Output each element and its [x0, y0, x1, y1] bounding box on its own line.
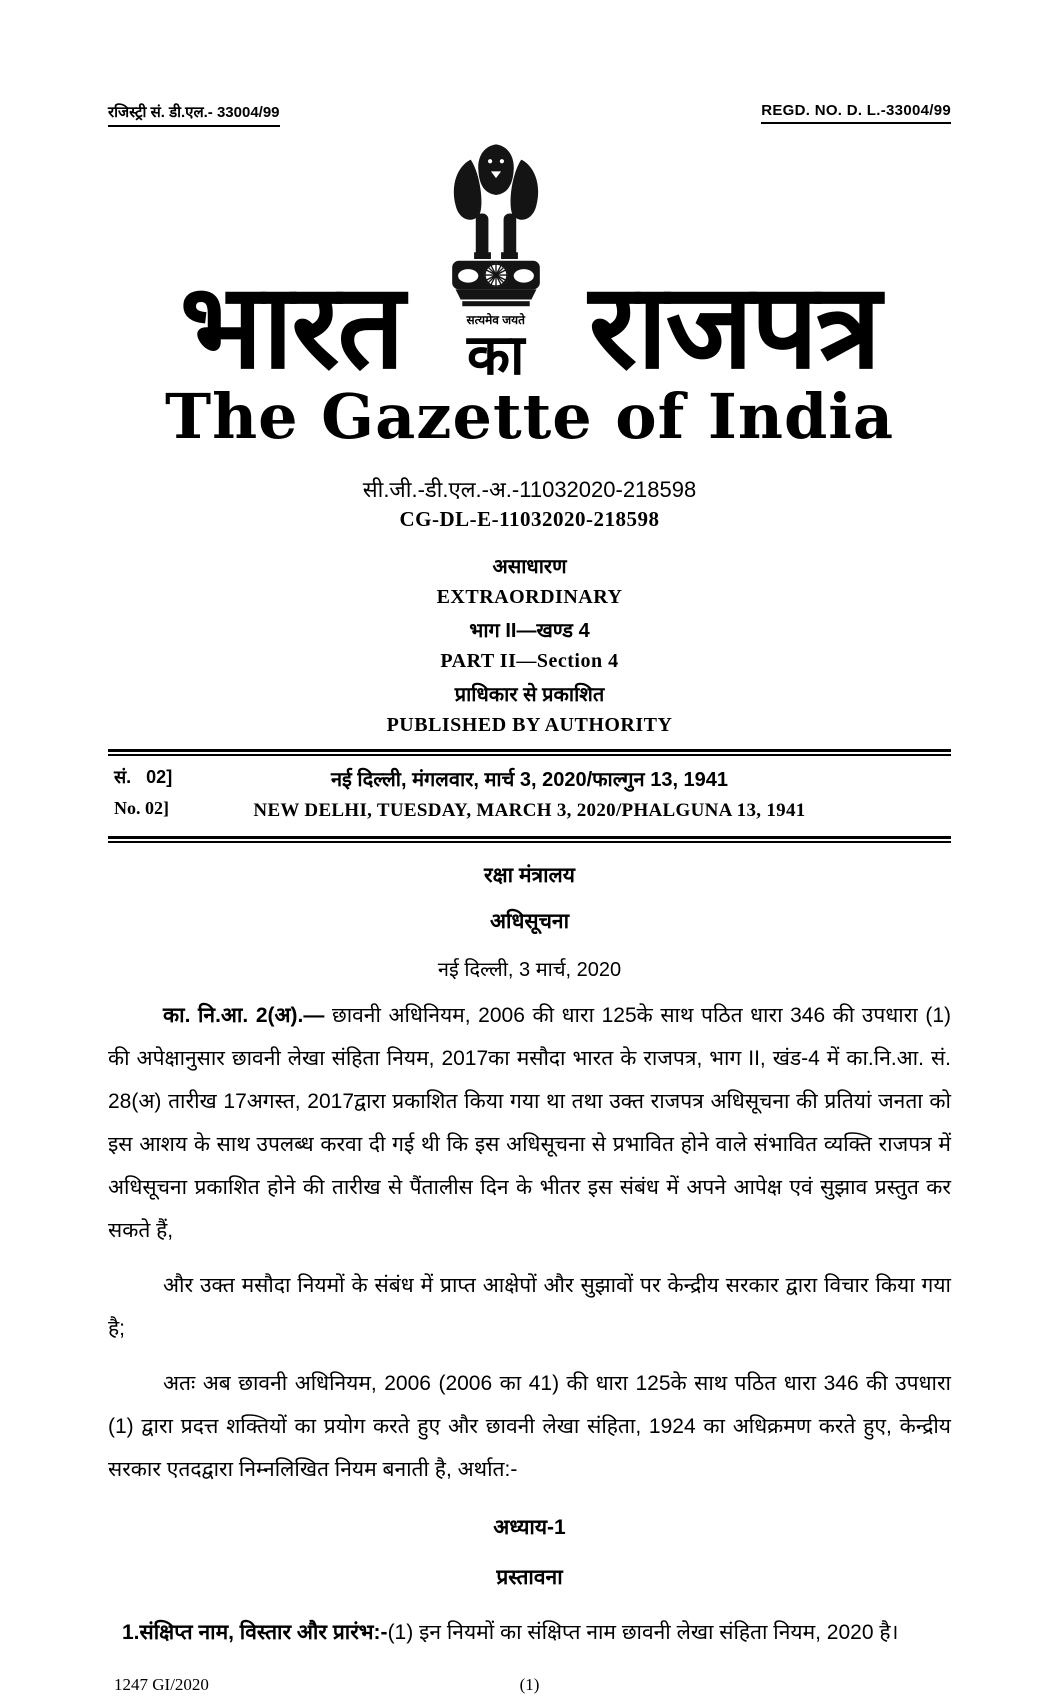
page-footer — [108, 1675, 951, 1699]
extraordinary-label-hindi: असाधारण — [492, 556, 567, 578]
page-number: (1) — [519, 1675, 540, 1694]
authority-label-hindi: प्राधिकार से प्रकाशित — [454, 684, 605, 706]
paragraph-3 — [108, 1362, 951, 1491]
authority-label-english: PUBLISHED BY AUTHORITY — [386, 714, 673, 736]
rule-1-lead: 1.संक्षिप्त नाम, विस्तार और प्रारंभ:- — [122, 1621, 388, 1644]
gazette-id-english: CG-DL-E-11032020-218598 — [399, 507, 660, 531]
emblem-motto: सत्यमेव जयते — [466, 313, 525, 327]
gazette-id-hindi: सी.जी.-डी.एल.-अ.-11032020-218598 — [362, 477, 697, 502]
paragraph-2-text: और उक्त मसौदा नियमों के संबंध में प्राप्त आक्षेपों और सुझावों पर केन्द्रीय सरकार द्वारा विचार किया गया है; — [108, 1274, 951, 1340]
issue-number-hindi: सं. 02] — [114, 767, 173, 787]
registry-number-english: REGD. NO. D. L.-33004/99 — [761, 102, 951, 124]
chapter-subheading: प्रस्तावना — [496, 1566, 563, 1589]
paragraph-1 — [108, 994, 951, 1252]
paragraph-2 — [108, 1264, 951, 1350]
registry-number-hindi: रजिस्ट्री सं. डी.एल.- 33004/99 — [108, 102, 280, 127]
masthead-word-bharat: भारत — [179, 261, 403, 393]
paragraph-1-text: छावनी अधिनियम, 2006 की धारा 125के साथ पठित धारा 346 की उपधारा (1) की अपेक्षानुसार छावनी लेखा संहिता नियम, 2017का मसौदा भारत के राजपत्र, भाग II, खंड-4 में का.नि.आ. सं. 28(अ) तारीख 17अगस्त, 2017द्वारा प्रकाशित किया गया था तथा उक्त राजपत्र अधिसूचना की प्रतियां जनता को इस आशय के साथ उपलब्ध करवा दी गई थी कि इस अधिसूचना से प्रभावित होने वाले संभावित व्यक्ति राजपत्र में अधिसूचना प्रकाशित होने की तारीख से पैंतालीस दिन के भीतर इस संबंध में अपने आपेक्ष एवं सुझाव प्रस्तुत कर सकते हैं, — [108, 1004, 951, 1242]
masthead-hindi-title — [108, 141, 951, 393]
registration-bar — [108, 102, 951, 127]
gazette-page — [0, 102, 1059, 1699]
masthead-english-title: The Gazette of India — [164, 380, 895, 453]
rule-1-text: (1) इन नियमों का संक्षिप्त नाम छावनी लेखा संहिता नियम, 2020 है। — [387, 1621, 899, 1644]
issue-date-hindi: नई दिल्ली, मंगलवार, मार्च 3, 2020/फाल्गुन 13, 1941 — [330, 769, 729, 791]
rule-1-line — [108, 1613, 951, 1653]
double-rule-bottom — [108, 836, 951, 843]
issue-date-row — [108, 756, 951, 830]
chapter-heading: अध्याय-1 — [493, 1516, 566, 1539]
masthead — [108, 141, 951, 453]
extraordinary-label-english: EXTRAORDINARY — [436, 586, 623, 608]
issue-numbers — [114, 765, 172, 819]
issue-number-english: No. 02] — [114, 798, 169, 818]
masthead-word-ka: का — [466, 325, 525, 387]
double-rule-top — [108, 749, 951, 756]
notification-heading: अधिसूचना — [489, 910, 570, 933]
edition-block — [108, 552, 951, 737]
issue-dates — [108, 765, 951, 822]
masthead-word-rajpatra: राजपत्र — [588, 261, 880, 393]
paragraph-3-text: अतः अब छावनी अधिनियम, 2006 (2006 का 41) की धारा 125के साथ पठित धारा 346 की उपधारा (1) द्वारा प्रदत्त शक्तियों का प्रयोग करते हुए और छावनी लेखा संहिता, 1924 का अधिक्रमण करते हुए, केन्द्रीय सरकार एतदद्वारा निम्नलिखित नियम बनाती है, अर्थात:- — [108, 1372, 951, 1481]
notification-place-date: नई दिल्ली, 3 मार्च, 2020 — [437, 959, 622, 981]
masthead-emblem-column — [431, 141, 561, 387]
paragraph-1-lead: का. नि.आ. 2(अ).— — [163, 1004, 325, 1027]
ministry-name: रक्षा मंत्रालय — [484, 864, 575, 887]
india-national-emblem-icon — [437, 141, 555, 313]
part-label-english: PART II—Section 4 — [440, 650, 619, 672]
issue-date-english: NEW DELHI, TUESDAY, MARCH 3, 2020/PHALGUNA 13, 1941 — [253, 800, 806, 821]
print-code: 1247 GI/2020 — [114, 1675, 209, 1694]
gazette-identifiers — [108, 474, 951, 532]
part-label-hindi: भाग II—खण्ड 4 — [469, 620, 590, 642]
notification-header — [108, 861, 951, 982]
